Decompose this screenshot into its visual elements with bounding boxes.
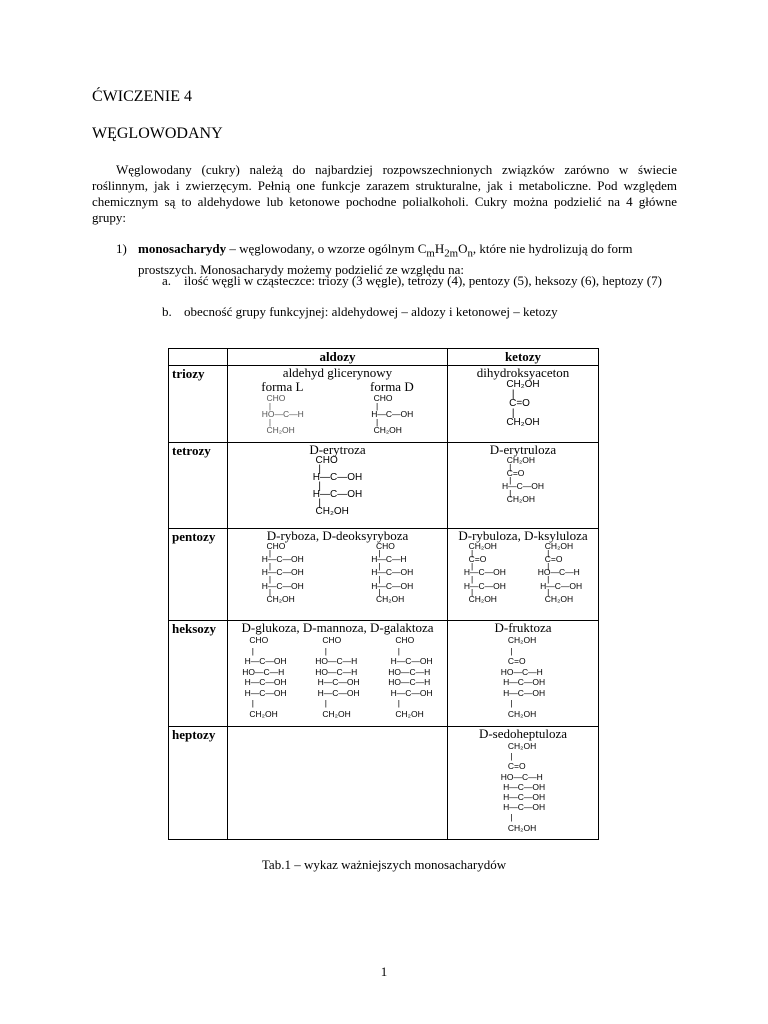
form-d-label: forma D: [370, 379, 414, 394]
table-header-row: [169, 349, 599, 366]
formula-sub-m: m: [426, 247, 435, 260]
keto-cell: [448, 621, 599, 727]
table-row-triozy: [169, 366, 599, 443]
sublist-item-b: obecność grupy funkcyjnej: aldehydowej – aldozy i ketonowej – ketozy: [184, 304, 558, 319]
structure-formula: CHO | HO—C—H | CH₂OH: [261, 393, 304, 435]
section-title: WĘGLOWODANY: [92, 125, 223, 142]
aldo-title: aldehyd glicerynowy: [282, 365, 393, 380]
header-aldozy: aldozy: [228, 349, 448, 366]
chapter-heading: ĆWICZENIE 4: [92, 88, 192, 105]
aldo-structures: [228, 543, 447, 602]
sublist-item-a: ilość węgli w cząsteczce: triozy (3 węgle), tetrozy (4), pentozy (5), heksozy (6), heptozy (7): [184, 273, 662, 288]
keto-cell: [448, 443, 599, 529]
structure-formula: CH₂OH | C=O HO—C—H H—C—OH H—C—OH H—C—OH | CH₂OH: [500, 741, 546, 833]
table-row-tetrozy: [169, 443, 599, 529]
table-caption: Tab.1 – wykaz ważniejszych monosacharydów: [261, 857, 507, 872]
keto-structures: [448, 543, 598, 602]
aldo-cell: [228, 366, 448, 443]
row-label: heksozy: [169, 621, 228, 727]
structure-formula: CHO | H—C—OH HO—C—H H—C—OH H—C—OH | CH₂OH: [242, 635, 287, 719]
structure-formula: CHO | H—C—H | H—C—OH | H—C—OH | CH₂OH: [371, 541, 414, 604]
keto-cell: [448, 366, 599, 443]
keto-cell: [448, 727, 599, 840]
formula-sub-n: n: [467, 247, 473, 260]
structure-formula: CH₂OH | C=O | H—C—OH | CH₂OH: [501, 455, 545, 504]
keto-title: D-sedoheptuloza: [478, 726, 568, 741]
aldo-cell: [228, 529, 448, 621]
aldo-title: D-erytroza: [309, 442, 366, 457]
row-label: tetrozy: [169, 443, 228, 529]
list-text-before: – węglowodany, o wzorze ogólnym C: [226, 241, 427, 256]
list-text-after: , które nie hydrolizują do form prostszych. Monosacharydy możemy podzielić ze względu na:: [138, 241, 633, 277]
monosaccharides-table: [168, 348, 599, 840]
keto-title: dihydroksyaceton: [476, 365, 570, 380]
row-label: triozy: [169, 366, 228, 443]
structure-formula: CHO | H—C—OH | H—C—OH | CH₂OH: [312, 455, 363, 517]
form-l-label: forma L: [261, 379, 304, 394]
table-row-pentozy: [169, 529, 599, 621]
table-row-heksozy: [169, 621, 599, 727]
structure-formula: CHO | H—C—OH | H—C—OH | H—C—OH | CH₂OH: [261, 541, 304, 604]
formula-o: O: [458, 241, 468, 256]
formula-sub-2m: 2m: [444, 247, 459, 260]
structure-formula: CHO | HO—C—H HO—C—H H—C—OH H—C—OH | CH₂OH: [315, 635, 360, 719]
header-ketozy: ketozy: [448, 349, 599, 366]
aldo-structures: [228, 394, 447, 434]
formula-h: H: [434, 241, 445, 256]
table-row-heptozy: [169, 727, 599, 840]
structure-formula: CH₂OH | C=O | H—C—OH | H—C—OH | CH₂OH: [463, 541, 506, 604]
sublist-mark-a: a.: [162, 273, 172, 288]
aldo-forms: [228, 380, 447, 394]
structure-formula: CH₂OH | C=O HO—C—H H—C—OH H—C—OH | CH₂OH: [500, 635, 546, 719]
intro-paragraph: Węglowodany (cukry) należą do najbardziej rozpowszechnionych związków zarówno w świecie roślinnym, jak i zwierzęcym. Pełnią one funkcje zarazem strukturalne, jak i metaboliczne. Pod względem chemicznym są to aldehydowe lub ketonowe pochodne polialkoholi. Cukry można podzielić na 4 główne grupy:: [92, 162, 677, 225]
keto-title: D-rybuloza, D-ksyluloza: [458, 528, 588, 543]
keto-title: D-erytruloza: [489, 442, 557, 457]
list-term: monosacharydy: [138, 241, 227, 256]
structure-formula: CHO | H—C—OH HO—C—H HO—C—H H—C—OH | CH₂OH: [388, 635, 433, 719]
keto-cell: [448, 529, 599, 621]
row-label: pentozy: [169, 529, 228, 621]
aldo-cell: [228, 727, 448, 840]
row-label: heptozy: [169, 727, 228, 840]
aldo-cell: [228, 443, 448, 529]
aldo-structures: [228, 635, 447, 719]
keto-title: D-fruktoza: [494, 620, 552, 635]
header-cell-empty: [169, 349, 228, 366]
aldo-title: D-ryboza, D-deoksyryboza: [266, 528, 409, 543]
structure-formula: CHO | H—C—OH | CH₂OH: [371, 393, 414, 435]
page-number: 1: [380, 964, 388, 979]
aldo-cell: [228, 621, 448, 727]
aldo-title: D-glukoza, D-mannoza, D-galaktoza: [241, 620, 434, 635]
list-number: 1): [116, 241, 127, 256]
structure-formula: CH₂OH | C=O | HO—C—H | H—C—OH | CH₂OH: [537, 541, 583, 604]
structure-formula: CH₂OH | C=O | CH₂OH: [506, 379, 540, 428]
sublist-mark-b: b.: [162, 304, 172, 319]
